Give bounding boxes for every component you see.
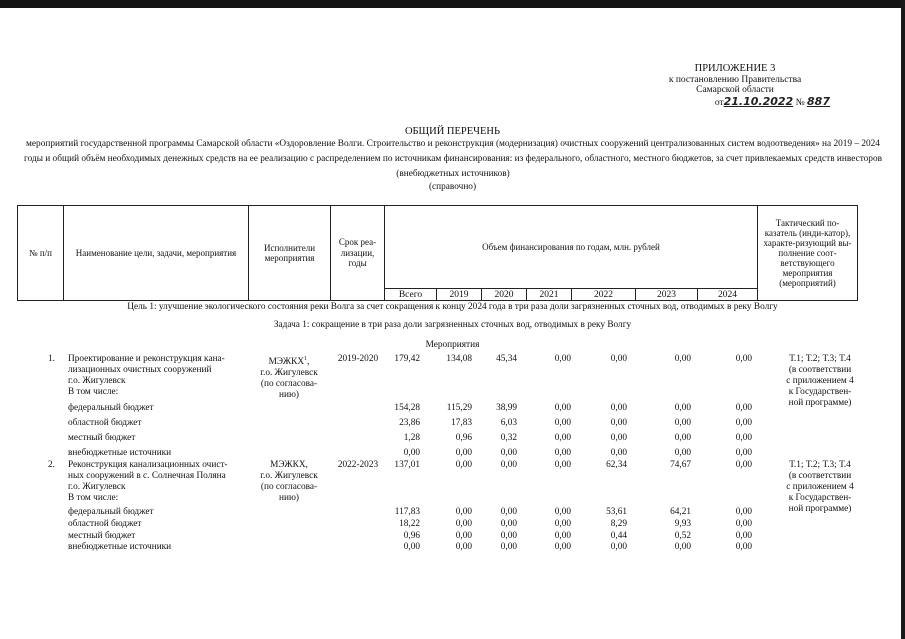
source-value: 0,00 bbox=[500, 507, 517, 517]
source-value: 117,83 bbox=[394, 507, 420, 517]
source-value: 0,00 bbox=[735, 542, 752, 552]
executor-footnote-mark: 1 bbox=[304, 356, 308, 362]
source-value: 0,00 bbox=[554, 448, 571, 458]
executor-line: нию) bbox=[279, 493, 299, 503]
source-value: 0,32 bbox=[500, 433, 517, 443]
source-value: 0,00 bbox=[735, 531, 752, 541]
item-2021: 0,00 bbox=[554, 460, 571, 470]
item-name-line: лизационных очистных сооружений bbox=[68, 365, 212, 375]
indicator-line: (в соответствии bbox=[788, 471, 852, 481]
source-value: 0,00 bbox=[674, 542, 691, 552]
source-value: 18,22 bbox=[399, 519, 420, 529]
number-prefix: № bbox=[795, 97, 805, 108]
source-value: 0,00 bbox=[674, 418, 691, 428]
item-2019: 134,08 bbox=[446, 354, 472, 364]
source-value: 0,52 bbox=[674, 531, 691, 541]
source-value: 154,28 bbox=[394, 403, 420, 413]
item-name-line: г.о. Жигулевск bbox=[68, 482, 126, 492]
task-row: Задача 1: сокращение в три раза доли загрязненных сточных вод, отводимых в реку Волгу bbox=[273, 320, 632, 330]
source-value: 0,00 bbox=[610, 448, 627, 458]
source-value: 0,00 bbox=[735, 418, 752, 428]
source-value: 0,00 bbox=[735, 403, 752, 413]
indicator-line: к Государствен- bbox=[788, 493, 852, 503]
item-number: 1. bbox=[48, 354, 55, 364]
source-value: 0,00 bbox=[500, 448, 517, 458]
header-finance: Объем финансирования по годам, млн. рублей bbox=[385, 206, 758, 289]
source-value: 0,00 bbox=[403, 448, 420, 458]
source-value: 9,93 bbox=[674, 519, 691, 529]
source-value: 0,00 bbox=[674, 433, 691, 443]
source-value: 0,00 bbox=[554, 403, 571, 413]
item-name bbox=[68, 354, 258, 398]
item-2024: 0,00 bbox=[735, 354, 752, 364]
item-indicator bbox=[770, 354, 870, 409]
item-executor bbox=[248, 460, 330, 504]
source-value: 0,00 bbox=[554, 542, 571, 552]
handwritten-number: 887 bbox=[807, 94, 830, 108]
source-value: 0,00 bbox=[610, 542, 627, 552]
item-executor: МЭЖКХ$^1$, г.о. Жигулевск (по согласова- нию) bbox=[248, 354, 330, 401]
item-name-line: ных сооружений в с. Солнечная Поляна bbox=[68, 471, 226, 481]
source-value: 0,00 bbox=[735, 519, 752, 529]
source-value: 0,00 bbox=[500, 519, 517, 529]
item-name-line: В том числе: bbox=[68, 387, 119, 397]
executor-line: г.о. Жигулевск bbox=[260, 368, 318, 379]
source-value: 0,00 bbox=[674, 403, 691, 413]
item-2023: 0,00 bbox=[674, 354, 691, 364]
section-heading: Мероприятия bbox=[425, 340, 480, 350]
goal-row: Цель 1: улучшение экологического состояния реки Волга за счет сокращения к концу 2024 года в три раза доли загрязненных сточных вод, отводимых в реку Волгу bbox=[127, 302, 778, 312]
item-2024: 0,00 bbox=[735, 460, 752, 470]
item-2022: 0,00 bbox=[610, 354, 627, 364]
appendix-block bbox=[640, 64, 830, 108]
indicator-line: (в соответствии bbox=[788, 365, 852, 375]
indicator-line: Т.1; Т.2; Т.3; Т.4 bbox=[789, 354, 851, 364]
appendix-title: ПРИЛОЖЕНИЕ 3 bbox=[694, 63, 776, 74]
executor-main: МЭЖКХ bbox=[268, 357, 305, 368]
executor-line: (по согласова- bbox=[260, 482, 318, 492]
indicator-line: с приложением 4 bbox=[786, 482, 854, 492]
source-value: 0,00 bbox=[455, 448, 472, 458]
item-total: 137,01 bbox=[394, 460, 420, 470]
source-value: 0,00 bbox=[610, 418, 627, 428]
header-number: № п/п bbox=[18, 206, 64, 301]
document-title: ОБЩИЙ ПЕРЕЧЕНЬ bbox=[404, 126, 501, 137]
item-2022: 62,34 bbox=[606, 460, 627, 470]
item-2021: 0,00 bbox=[554, 354, 571, 364]
source-value: 0,00 bbox=[610, 433, 627, 443]
source-value: 53,61 bbox=[606, 507, 627, 517]
source-value: 23,86 bbox=[399, 418, 420, 428]
header-year-2020: 2020 bbox=[482, 289, 527, 301]
source-value: 17,83 bbox=[451, 418, 472, 428]
item-2020: 45,34 bbox=[496, 354, 517, 364]
header-indicator: Тактический по-казатель (инди-катор), характе-ризующий вы-полнение соот-ветствующего мероприятия (мероприятий) bbox=[758, 206, 858, 301]
indicator-line: к Государствен- bbox=[788, 387, 852, 397]
source-value: 0,00 bbox=[554, 433, 571, 443]
source-label: местный бюджет bbox=[68, 531, 136, 541]
source-value: 0,00 bbox=[455, 531, 472, 541]
handwritten-date: 21.10.2022 bbox=[723, 94, 794, 108]
item-total: 179,42 bbox=[394, 354, 420, 364]
executor-line: г.о. Жигулевск bbox=[260, 471, 318, 481]
source-value: 0,00 bbox=[554, 507, 571, 517]
source-value: 0,00 bbox=[610, 403, 627, 413]
item-2023: 74,67 bbox=[670, 460, 691, 470]
item-name bbox=[68, 460, 258, 504]
executor-main: МЭЖКХ, bbox=[270, 460, 308, 470]
header-name: Наименование цели, задачи, мероприятия bbox=[64, 206, 249, 301]
source-value: 38,99 bbox=[496, 403, 517, 413]
source-label: областной бюджет bbox=[68, 418, 142, 428]
source-label: федеральный бюджет bbox=[68, 403, 154, 413]
source-label: внебюджетные источники bbox=[68, 542, 172, 552]
indicator-line: ной программе) bbox=[788, 398, 852, 408]
source-value: 0,00 bbox=[500, 531, 517, 541]
header-year-2019: 2019 bbox=[437, 289, 482, 301]
header-year-2023: 2023 bbox=[636, 289, 698, 301]
indicator-line: ной программе) bbox=[788, 504, 852, 514]
source-value: 0,00 bbox=[554, 531, 571, 541]
item-name-line: Проектирование и реконструкция кана- bbox=[68, 354, 225, 364]
source-value: 64,21 bbox=[670, 507, 691, 517]
scan-top-edge bbox=[0, 0, 905, 8]
item-term: 2019-2020 bbox=[337, 354, 379, 364]
indicator-line: Т.1; Т.2; Т.3; Т.4 bbox=[789, 460, 851, 470]
item-name-line: В том числе: bbox=[68, 493, 119, 503]
item-name-line: Реконструкция канализационных очист- bbox=[68, 460, 228, 470]
source-value: 115,29 bbox=[446, 403, 472, 413]
source-value: 0,00 bbox=[554, 519, 571, 529]
source-value: 0,00 bbox=[455, 542, 472, 552]
header-executors: Исполнители мероприятия bbox=[249, 206, 331, 301]
source-value: 0,00 bbox=[500, 542, 517, 552]
appendix-signature-line bbox=[640, 94, 830, 109]
source-label: внебюджетные источники bbox=[68, 448, 172, 458]
source-value: 0,00 bbox=[735, 433, 752, 443]
indicator-line: с приложением 4 bbox=[786, 376, 854, 386]
header-year-2021: 2021 bbox=[527, 289, 572, 301]
source-value: 0,00 bbox=[674, 448, 691, 458]
item-name-line: г.о. Жигулевск bbox=[68, 376, 126, 386]
item-2020: 0,00 bbox=[500, 460, 517, 470]
source-value: 0,00 bbox=[455, 519, 472, 529]
item-term: 2022-2023 bbox=[337, 460, 379, 470]
document-description: мероприятий государственной программы Самарской области «Оздоровление Волги. Строительство и реконструкция (модернизация) очистных сооружений централизованных систем водоотведения» на 2019 – 2024 годы и общий объём необходимых денежных средств на ее реализацию с распределением по источникам финансирования: из федерального, областного, местного бюджетов, за счет привлекаемых средств инвесторов (внебюджетных источников) bbox=[24, 139, 882, 179]
appendix-line1: к постановлению Правительства bbox=[668, 74, 802, 85]
source-value: 0,44 bbox=[610, 531, 627, 541]
item-indicator bbox=[770, 460, 870, 515]
source-value: 0,00 bbox=[455, 507, 472, 517]
date-prefix: от bbox=[714, 97, 724, 108]
header-term: Срок реа-лизации, годы bbox=[331, 206, 385, 301]
header-year-total: Всего bbox=[385, 289, 437, 301]
source-value: 0,96 bbox=[455, 433, 472, 443]
source-value: 0,00 bbox=[403, 542, 420, 552]
header-year-2024: 2024 bbox=[698, 289, 758, 301]
header-year-2022: 2022 bbox=[572, 289, 636, 301]
source-value: 6,03 bbox=[500, 418, 517, 428]
item-2019: 0,00 bbox=[455, 460, 472, 470]
source-value: 0,00 bbox=[554, 418, 571, 428]
source-value: 0,00 bbox=[735, 507, 752, 517]
table-header bbox=[17, 205, 858, 301]
appendix-line2: Самарской области bbox=[696, 85, 774, 95]
item-number: 2. bbox=[48, 460, 55, 470]
source-value: 1,28 bbox=[403, 433, 420, 443]
source-value: 8,29 bbox=[610, 519, 627, 529]
source-label: местный бюджет bbox=[68, 433, 136, 443]
document-note: (справочно) bbox=[428, 182, 477, 192]
executor-line: (по согласова- bbox=[260, 379, 318, 390]
executor-line: нию) bbox=[279, 390, 299, 401]
source-value: 0,96 bbox=[403, 531, 420, 541]
source-value: 0,00 bbox=[735, 448, 752, 458]
source-label: федеральный бюджет bbox=[68, 507, 154, 517]
source-label: областной бюджет bbox=[68, 519, 142, 529]
